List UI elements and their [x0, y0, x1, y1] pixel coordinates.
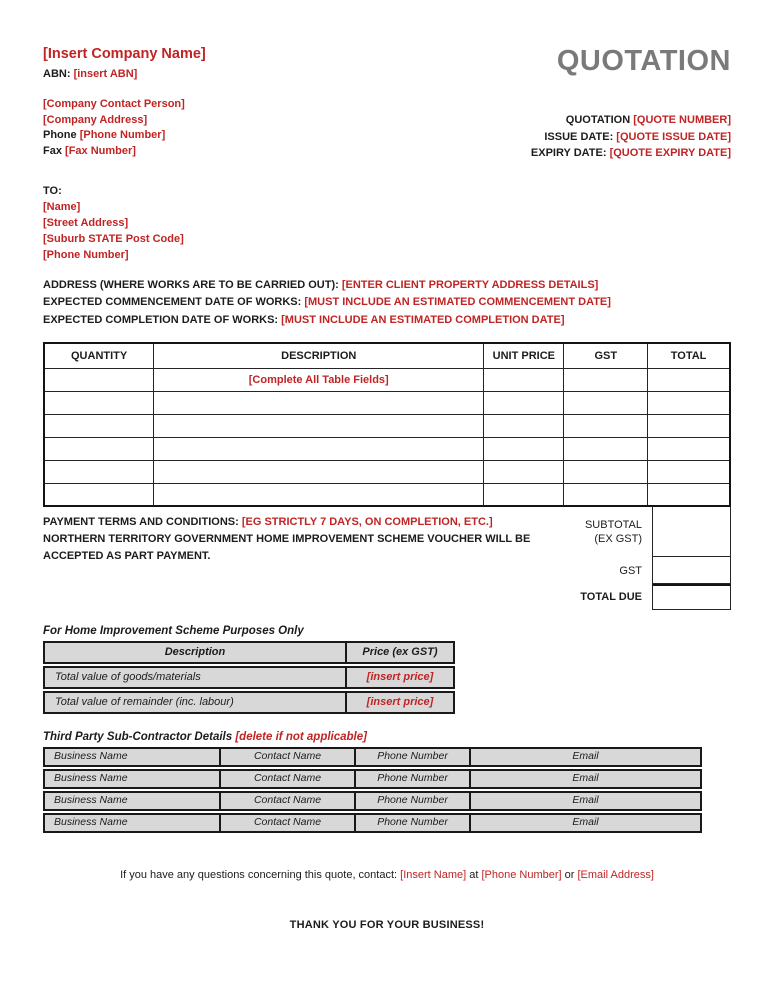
gst-label: GST — [619, 564, 643, 577]
table-row — [44, 391, 730, 414]
recipient-block — [43, 183, 731, 263]
table-row — [44, 437, 730, 460]
total-due-value-box[interactable] — [652, 584, 731, 610]
subcontractor-title-note: [delete if not applicable] — [235, 731, 367, 743]
gst-value-box[interactable] — [652, 557, 731, 584]
scheme-row-description: Total value of remainder (inc. labour) — [43, 691, 347, 714]
total-header: TOTAL — [648, 343, 730, 368]
recipient-street[interactable]: [Street Address] — [43, 216, 129, 229]
unit-price-cell[interactable] — [484, 391, 564, 414]
completion-line — [43, 312, 731, 330]
gst-cell[interactable] — [564, 483, 648, 506]
scheme-price-header: Price (ex GST) — [345, 641, 455, 664]
unit-price-header: UNIT PRICE — [484, 343, 564, 368]
contact-name-value[interactable]: [Insert Name] — [400, 869, 467, 881]
total-cell[interactable] — [648, 368, 730, 391]
subcontractor-title-text: Third Party Sub-Contractor Details — [43, 731, 233, 743]
email-cell[interactable]: Email — [469, 791, 702, 811]
unit-price-cell[interactable] — [484, 437, 564, 460]
description-cell[interactable] — [154, 437, 484, 460]
quantity-cell[interactable] — [44, 460, 154, 483]
gst-cell[interactable] — [564, 368, 648, 391]
business-name-cell[interactable]: Business Name — [43, 791, 221, 811]
completion-value[interactable]: [MUST INCLUDE AN ESTIMATED COMPLETION DATE] — [281, 313, 565, 326]
quantity-cell[interactable] — [44, 391, 154, 414]
commencement-label: EXPECTED COMMENCEMENT DATE OF WORKS: — [43, 296, 302, 308]
gst-cell[interactable] — [564, 391, 648, 414]
quantity-cell[interactable] — [44, 368, 154, 391]
commencement-line — [43, 294, 731, 312]
contact-prefix: If you have any questions concerning this quote, contact: — [120, 869, 398, 881]
email-cell[interactable]: Email — [469, 769, 702, 789]
totals-labels — [546, 507, 652, 610]
business-name-cell[interactable]: Business Name — [43, 769, 221, 789]
subcontractor-row — [43, 813, 708, 833]
totals-boxes — [652, 507, 731, 610]
company-name[interactable]: [Insert Company Name] — [43, 46, 206, 62]
footer-contact-line — [43, 869, 731, 881]
payment-terms-label: PAYMENT TERMS AND CONDITIONS: — [43, 516, 239, 528]
company-block — [43, 46, 206, 162]
quote-info-block — [531, 112, 731, 162]
abn-value[interactable]: [insert ABN] — [73, 68, 138, 80]
subtotal-label — [546, 507, 642, 557]
scheme-row-description: Total value of goods/materials — [43, 666, 347, 689]
line-items-header-row — [44, 343, 730, 368]
company-address[interactable]: [Company Address] — [43, 113, 148, 126]
expiry-date-value[interactable]: [QUOTE EXPIRY DATE] — [609, 147, 731, 159]
table-row — [44, 460, 730, 483]
recipient-suburb[interactable]: [Suburb STATE Post Code] — [43, 232, 184, 245]
company-contact-block — [43, 97, 206, 159]
scheme-row — [43, 666, 455, 689]
subcontractor-row — [43, 747, 708, 767]
subtotal-value-box[interactable] — [652, 507, 731, 557]
total-cell[interactable] — [648, 483, 730, 506]
total-cell[interactable] — [648, 391, 730, 414]
quantity-cell[interactable] — [44, 414, 154, 437]
quote-number-value[interactable]: [QUOTE NUMBER] — [633, 114, 731, 126]
payment-terms-block — [43, 507, 546, 610]
contact-name-cell[interactable]: Contact Name — [219, 747, 356, 767]
phone-label: Phone — [43, 129, 77, 141]
works-address-line — [43, 277, 731, 295]
quote-header-right — [531, 46, 731, 162]
unit-price-cell[interactable] — [484, 460, 564, 483]
works-details-block — [43, 277, 731, 330]
company-fax-line — [43, 144, 206, 160]
subtotal-label-line2: (EX GST) — [594, 533, 643, 545]
works-address-label: ADDRESS (WHERE WORKS ARE TO BE CARRIED OUT): — [43, 278, 339, 291]
scheme-row-price[interactable]: [insert price] — [345, 691, 455, 714]
scheme-row — [43, 691, 455, 714]
description-cell[interactable] — [154, 460, 484, 483]
description-cell[interactable] — [154, 483, 484, 506]
document-header — [43, 46, 731, 162]
unit-price-cell[interactable] — [484, 483, 564, 506]
total-cell[interactable] — [648, 437, 730, 460]
scheme-header-row — [43, 641, 455, 664]
email-cell[interactable]: Email — [469, 813, 702, 833]
subcontractor-section-title — [43, 731, 731, 743]
issue-date-label: ISSUE DATE: — [544, 130, 614, 143]
description-cell[interactable] — [154, 414, 484, 437]
issue-date-value[interactable]: [QUOTE ISSUE DATE] — [616, 130, 731, 143]
total-cell[interactable] — [648, 414, 730, 437]
phone-number-cell[interactable]: Phone Number — [354, 747, 471, 767]
company-contact-person[interactable]: [Company Contact Person] — [43, 98, 185, 110]
company-phone-line — [43, 128, 206, 144]
recipient-heading: TO: — [43, 184, 62, 197]
subtotal-label-line1: SUBTOTAL — [584, 518, 643, 531]
subcontractor-table — [43, 747, 708, 833]
phone-number-cell[interactable]: Phone Number — [354, 813, 471, 833]
description-cell[interactable] — [154, 391, 484, 414]
quantity-cell[interactable] — [44, 483, 154, 506]
line-items-table — [43, 342, 731, 507]
fax-value[interactable]: [Fax Number] — [65, 144, 136, 157]
contact-at: at — [469, 869, 479, 881]
abn-line — [43, 68, 206, 80]
abn-label: ABN: — [43, 68, 71, 80]
contact-email-value[interactable]: [Email Address] — [577, 869, 654, 881]
total-cell[interactable] — [648, 460, 730, 483]
contact-phone-value[interactable]: [Phone Number] — [481, 869, 562, 881]
table-row — [44, 483, 730, 506]
description-cell[interactable]: [Complete All Table Fields] — [154, 368, 484, 391]
email-cell[interactable]: Email — [469, 747, 702, 767]
document-title: QUOTATION — [556, 45, 731, 77]
works-address-value[interactable]: [ENTER CLIENT PROPERTY ADDRESS DETAILS] — [341, 278, 599, 291]
contact-name-cell[interactable]: Contact Name — [219, 813, 356, 833]
gst-cell[interactable] — [564, 460, 648, 483]
table-row — [44, 414, 730, 437]
gst-header: GST — [564, 343, 648, 368]
phone-number-cell[interactable]: Phone Number — [354, 791, 471, 811]
business-name-cell[interactable]: Business Name — [43, 813, 221, 833]
scheme-table — [43, 641, 455, 714]
quantity-header: QUANTITY — [44, 343, 154, 368]
business-name-cell[interactable]: Business Name — [43, 747, 221, 767]
payment-totals-section — [43, 507, 731, 610]
commencement-value[interactable]: [MUST INCLUDE AN ESTIMATED COMMENCEMENT DATE] — [304, 296, 611, 308]
scheme-description-header: Description — [43, 641, 347, 664]
contact-or: or — [564, 869, 575, 881]
phone-value[interactable]: [Phone Number] — [79, 129, 166, 141]
expiry-date-label: EXPIRY DATE: — [530, 147, 607, 159]
gst-cell[interactable] — [564, 414, 648, 437]
total-due-label: TOTAL DUE — [580, 591, 643, 603]
subcontractor-row — [43, 769, 708, 789]
subcontractor-row — [43, 791, 708, 811]
unit-price-cell[interactable] — [484, 414, 564, 437]
payment-terms-value[interactable]: [EG STRICTLY 7 DAYS, ON COMPLETION, ETC.] — [241, 516, 493, 528]
expiry-date-line — [531, 145, 731, 162]
scheme-row-price[interactable]: [insert price] — [345, 666, 455, 689]
quote-number-label: QUOTATION — [565, 114, 631, 126]
contact-name-cell[interactable]: Contact Name — [219, 791, 356, 811]
table-row — [44, 368, 730, 391]
contact-name-cell[interactable]: Contact Name — [219, 769, 356, 789]
issue-date-line — [531, 129, 731, 146]
recipient-phone[interactable]: [Phone Number] — [43, 248, 129, 261]
thank-you-message: THANK YOU FOR YOUR BUSINESS! — [289, 919, 485, 931]
quantity-cell[interactable] — [44, 437, 154, 460]
description-header: DESCRIPTION — [154, 343, 484, 368]
completion-label: EXPECTED COMPLETION DATE OF WORKS: — [43, 313, 279, 326]
scheme-section-title: For Home Improvement Scheme Purposes Only — [43, 625, 304, 637]
fax-label: Fax — [43, 144, 62, 157]
phone-number-cell[interactable]: Phone Number — [354, 769, 471, 789]
gst-cell[interactable] — [564, 437, 648, 460]
voucher-note: NORTHERN TERRITORY GOVERNMENT HOME IMPROVEMENT SCHEME VOUCHER WILL BE ACCEPTED AS PART PAYMENT. — [43, 533, 531, 562]
quote-number-line — [531, 112, 731, 129]
unit-price-cell[interactable] — [484, 368, 564, 391]
recipient-name[interactable]: [Name] — [43, 200, 81, 213]
